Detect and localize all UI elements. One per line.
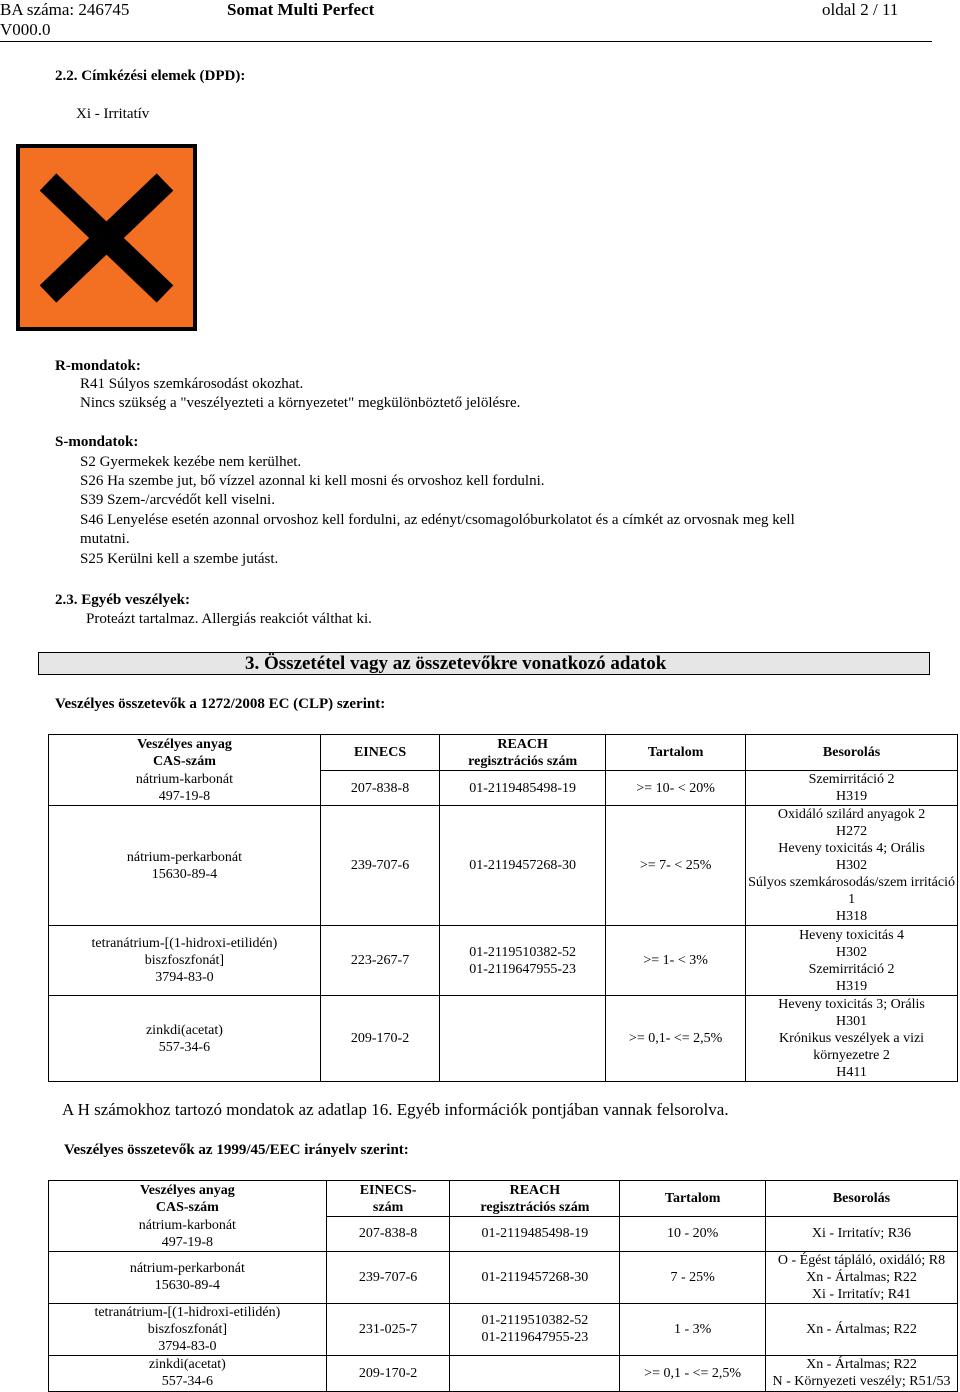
h-statements-note: A H számokhoz tartozó mondatok az adatlap 16. Egyéb információk pontjában vannak felsorolva. — [62, 1100, 729, 1119]
table-row — [49, 996, 958, 1082]
content-cell: >= 1- < 3% — [606, 926, 746, 996]
s-phrase: S26 Ha szembe jut, bő vízzel azonnal ki kell mosni és orvoshoz kell fordulni. — [80, 473, 545, 489]
substance-cell: nátrium-karbonát 497-19-8 — [49, 771, 321, 806]
classification-cell: Heveny toxicitás 4 H302 Szemirritáció 2 H319 — [746, 926, 958, 996]
table-row — [49, 926, 958, 996]
reach-header: REACH regisztrációs szám — [440, 735, 606, 771]
substance-header: Veszélyes anyag CAS-szám — [49, 735, 321, 771]
content-cell: >= 0,1- <= 2,5% — [606, 996, 746, 1082]
r-phrase: Nincs szükség a "veszélyezteti a környezetet" megkülönböztető jelölésre. — [80, 395, 521, 411]
substance-header: Veszélyes anyag CAS-szám — [49, 1181, 327, 1217]
table-row — [49, 771, 958, 806]
version: V000.0 — [0, 20, 51, 39]
page-number: oldal 2 / 11 — [822, 0, 899, 19]
reach-cell: 01-2119485498-19 — [440, 771, 606, 806]
content-header: Tartalom — [620, 1181, 766, 1217]
einecs-cell: 223-267-7 — [320, 926, 439, 996]
s-phrase: S2 Gyermekek kezébe nem kerülhet. — [80, 454, 302, 470]
eec-table — [48, 1180, 958, 1392]
content-cell: >= 7- < 25% — [606, 806, 746, 926]
content-cell: 7 - 25% — [620, 1251, 766, 1303]
s-phrases-title: S-mondatok: — [55, 434, 139, 450]
irritant-pictogram-icon — [16, 144, 197, 331]
substance-cell: zinkdi(acetat) 557-34-6 — [49, 996, 321, 1082]
clp-title: Veszélyes összetevők a 1272/2008 EC (CLP) szerint: — [55, 696, 386, 712]
r-phrases-title: R-mondatok: — [55, 358, 141, 374]
reach-cell: 01-2119510382-52 01-2119647955-23 — [450, 1303, 620, 1355]
substance-cell: zinkdi(acetat) 557-34-6 — [49, 1355, 327, 1391]
reach-cell: 01-2119457268-30 — [450, 1251, 620, 1303]
content-cell: >= 0,1 - <= 2,5% — [620, 1355, 766, 1391]
reach-cell — [450, 1355, 620, 1391]
einecs-cell: 209-170-2 — [326, 1355, 450, 1391]
substance-cell: tetranátrium-[(1-hidroxi-etilidén) biszfoszfonát] 3794-83-0 — [49, 926, 321, 996]
table-row — [49, 1355, 958, 1391]
other-hazards-text: Proteázt tartalmaz. Allergiás reakciót válthat ki. — [86, 611, 372, 627]
einecs-header: EINECS- szám — [326, 1181, 450, 1217]
classification-header: Besorolás — [746, 735, 958, 771]
labeling-title: 2.2. Címkézési elemek (DPD): — [55, 68, 246, 84]
reach-cell — [440, 996, 606, 1082]
eec-title: Veszélyes összetevők az 1999/45/EEC irányelv szerint: — [64, 1142, 409, 1158]
s-phrase: S39 Szem-/arcvédőt kell viselni. — [80, 492, 275, 508]
substance-cell: nátrium-perkarbonát 15630-89-4 — [49, 806, 321, 926]
table-row — [49, 1217, 958, 1252]
einecs-cell: 231-025-7 — [326, 1303, 450, 1355]
reach-cell: 01-2119457268-30 — [440, 806, 606, 926]
r-phrase: R41 Súlyos szemkárosodást okozhat. — [80, 376, 304, 392]
content-cell: >= 10- < 20% — [606, 771, 746, 806]
s-phrase-continued: mutatni. — [80, 531, 130, 547]
eec-header-row — [49, 1181, 958, 1217]
table-row — [49, 806, 958, 926]
content-header: Tartalom — [606, 735, 746, 771]
ba-number: BA száma: 246745 — [0, 0, 130, 19]
content-cell: 1 - 3% — [620, 1303, 766, 1355]
clp-table — [48, 734, 958, 1082]
table-row — [49, 1251, 958, 1303]
substance-cell: nátrium-karbonát 497-19-8 — [49, 1217, 327, 1252]
other-hazards-title: 2.3. Egyéb veszélyek: — [55, 592, 190, 608]
einecs-cell: 207-838-8 — [326, 1217, 450, 1252]
classification-cell: Heveny toxicitás 3; Orális H301 Krónikus veszélyek a vizi környezetre 2 H411 — [746, 996, 958, 1082]
section3-banner — [38, 652, 930, 675]
classification-cell: Xn - Ártalmas; R22 N - Környezeti veszély; R51/53 — [765, 1355, 957, 1391]
einecs-header: EINECS — [320, 735, 439, 771]
classification-cell: O - Égést tápláló, oxidáló; R8 Xn - Ártalmas; R22 Xi - Irritatív; R41 — [765, 1251, 957, 1303]
substance-cell: tetranátrium-[(1-hidroxi-etilidén) biszfoszfonát] 3794-83-0 — [49, 1303, 327, 1355]
classification-cell: Xi - Irritatív; R36 — [765, 1217, 957, 1252]
clp-header-row — [49, 735, 958, 771]
header-rule — [0, 41, 932, 42]
einecs-cell: 239-707-6 — [326, 1251, 450, 1303]
classification-cell: Szemirritáció 2 H319 — [746, 771, 958, 806]
product-name: Somat Multi Perfect — [227, 0, 375, 19]
s-phrase: S25 Kerülni kell a szembe jutást. — [80, 551, 279, 567]
einecs-cell: 209-170-2 — [320, 996, 439, 1082]
classification-cell: Xn - Ártalmas; R22 — [765, 1303, 957, 1355]
substance-cell: nátrium-perkarbonát 15630-89-4 — [49, 1251, 327, 1303]
classification-header: Besorolás — [765, 1181, 957, 1217]
section3-title: 3. Összetétel vagy az összetevőkre vonatkozó adatok — [245, 653, 667, 674]
reach-cell: 01-2119510382-52 01-2119647955-23 — [440, 926, 606, 996]
content-cell: 10 - 20% — [620, 1217, 766, 1252]
reach-cell: 01-2119485498-19 — [450, 1217, 620, 1252]
classification-cell: Oxidáló szilárd anyagok 2 H272 Heveny toxicitás 4; Orális H302 Súlyos szemkárosodás/szem irritáció 1 H318 — [746, 806, 958, 926]
table-row — [49, 1303, 958, 1355]
s-phrase: S46 Lenyelése esetén azonnal orvoshoz kell fordulni, az edényt/csomagolóburkolatot és a címkét az orvosnak meg kell — [80, 512, 795, 528]
einecs-cell: 207-838-8 — [320, 771, 439, 806]
symbol-text: Xi - Irritatív — [76, 106, 150, 122]
einecs-cell: 239-707-6 — [320, 806, 439, 926]
reach-header: REACH regisztrációs szám — [450, 1181, 620, 1217]
